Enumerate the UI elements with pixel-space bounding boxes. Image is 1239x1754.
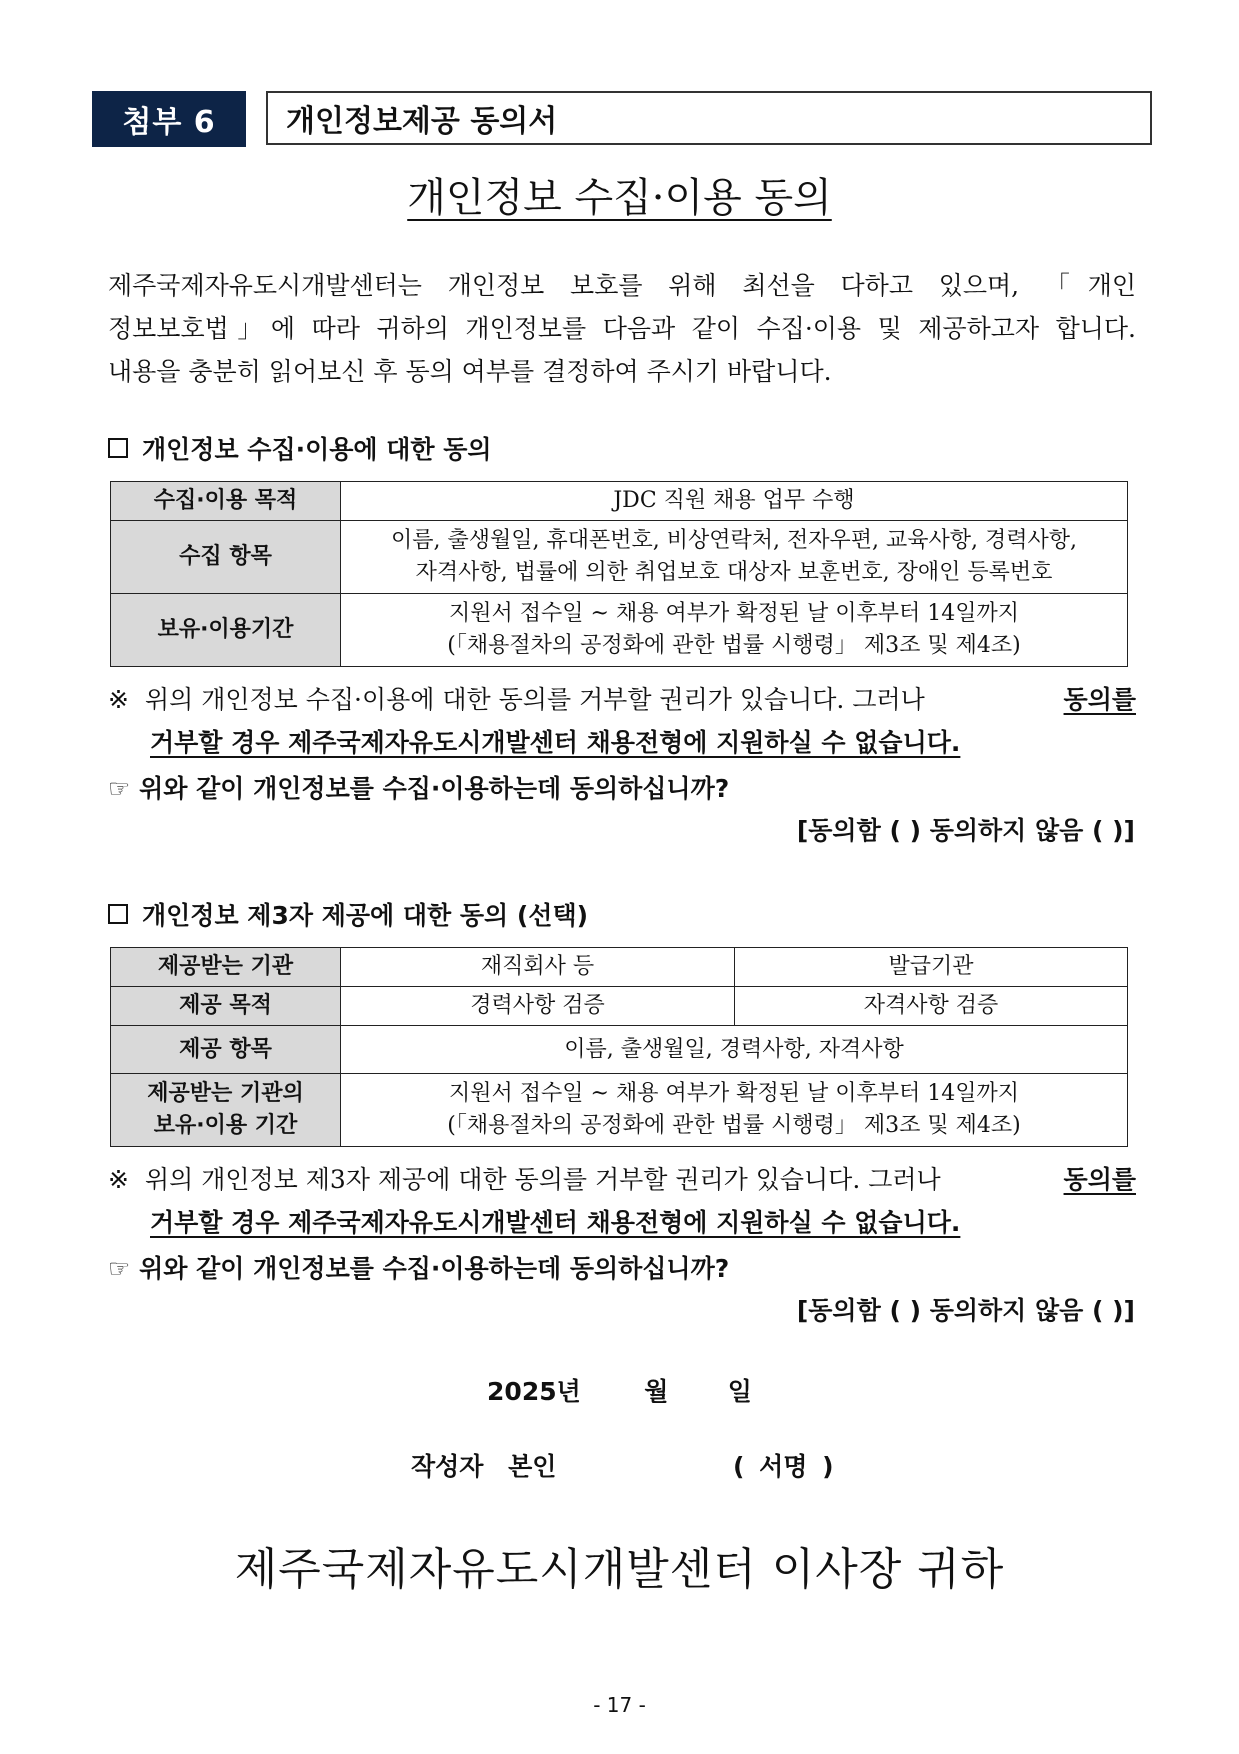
table-label: 제공 항목 [111,1026,341,1074]
consent-question: ☞ 위와 같이 개인정보를 수집·이용하는데 동의하십니까? [108,1254,730,1283]
table-row [111,521,1128,594]
cell-line: 이름, 출생월일, 휴대폰번호, 비상연락처, 전자우편, 교육사항, 경력사항, [391,528,1077,553]
section1-heading [108,430,492,466]
table-cell: 경력사항 검증 [341,987,735,1026]
cell-line: (「채용절차의 공정화에 관한 법률 시행령」 제3조 및 제4조) [447,633,1021,658]
third-party-table [110,947,1128,1147]
section2-heading [108,896,588,932]
table-row [111,1074,1128,1147]
cell-line: 지원서 접수일 ~ 채용 여부가 확정된 날 이후부터 14일까지 [449,1081,1019,1106]
cell-line: 자격사항, 법률에 의한 취업보호 대상자 보훈번호, 장애인 등록번호 [415,560,1053,585]
notice-line [108,1201,1136,1244]
date-month: 월 [644,1377,669,1406]
table-label: 보유·이용기간 [111,594,341,667]
date-year: 2025년 [487,1377,581,1406]
table-row [111,948,1128,987]
table-row [111,594,1128,667]
date-day: 일 [727,1377,752,1406]
table-cell: 자격사항 검증 [735,987,1128,1026]
date-line [0,1372,1239,1408]
table-label [111,1074,341,1147]
page-number: - 17 - [593,1693,646,1717]
table-row [111,1026,1128,1074]
checkbox-icon [108,438,128,458]
table-cell [341,521,1128,594]
cell-line: (「채용절차의 공정화에 관한 법률 시행령」 제3조 및 제4조) [447,1113,1021,1138]
table-label: 제공받는 기관 [111,948,341,987]
document-header-title: 개인정보제공 동의서 [266,91,1152,145]
signer-label: 작성자 본인 [411,1452,557,1481]
consent-answer-options: [동의함 ( ) 동의하지 않음 ( )] [796,1296,1135,1325]
table-cell [341,1074,1128,1147]
notice-emphasis: 동의를 [1063,1165,1136,1194]
table-label: 제공 목적 [111,987,341,1026]
collection-table [110,481,1128,667]
signature-field: ( 서명 ) [733,1452,834,1481]
notice-line [108,1158,1136,1201]
section1-title: 개인정보 수집·이용에 대한 동의 [142,435,492,464]
table-cell: 재직회사 등 [341,948,735,987]
table-cell: 발급기관 [735,948,1128,987]
notice-text: 위의 개인정보 제3자 제공에 대한 동의를 거부할 권리가 있습니다. 그러나 [144,1165,941,1194]
attachment-badge: 첨부 6 [92,91,246,147]
notice-emphasis: 거부할 경우 제주국제자유도시개발센터 채용전형에 지원하실 수 없습니다. [150,1208,961,1237]
table-label: 수집 항목 [111,521,341,594]
refusal-notice [108,1158,1136,1244]
consent-question: ☞ 위와 같이 개인정보를 수집·이용하는데 동의하십니까? [108,774,730,803]
intro-line: 정보보호법」에 따라 귀하의 개인정보를 다음과 같이 수집·이용 및 제공하고자 합니다. [108,314,1136,343]
section2-title: 개인정보 제3자 제공에 대한 동의 (선택) [142,901,589,930]
reference-mark: ※ [108,685,129,714]
notice-emphasis: 동의를 [1063,685,1136,714]
intro-line: 제주국제자유도시개발센터는 개인정보 보호를 위해 최선을 다하고 있으며, 「개인 [108,271,1136,300]
table-cell: 이름, 출생월일, 경력사항, 자격사항 [341,1026,1128,1074]
consent-answer-options: [동의함 ( ) 동의하지 않음 ( )] [796,816,1135,845]
refusal-notice [108,678,1136,764]
reference-mark: ※ [108,1165,129,1194]
recipient: 제주국제자유도시개발센터 이사장 귀하 [234,1544,1005,1595]
checkbox-icon [108,904,128,924]
intro-line: 내용을 충분히 읽어보신 후 동의 여부를 결정하여 주시기 바랍니다. [108,357,832,386]
notice-line [108,721,1136,764]
notice-line [108,678,1136,721]
table-row [111,482,1128,521]
table-row [111,987,1128,1026]
intro-paragraph [108,264,1136,393]
page-title: 개인정보 수집·이용 동의 [407,175,832,221]
cell-line: 지원서 접수일 ~ 채용 여부가 확정된 날 이후부터 14일까지 [449,601,1019,626]
label-line: 보유·이용 기간 [153,1113,298,1138]
label-line: 제공받는 기관의 [147,1081,304,1106]
table-cell [341,594,1128,667]
notice-text: 위의 개인정보 수집·이용에 대한 동의를 거부할 권리가 있습니다. 그러나 [144,685,925,714]
table-cell: JDC 직원 채용 업무 수행 [341,482,1128,521]
notice-emphasis: 거부할 경우 제주국제자유도시개발센터 채용전형에 지원하실 수 없습니다. [150,728,961,757]
table-label: 수집·이용 목적 [111,482,341,521]
